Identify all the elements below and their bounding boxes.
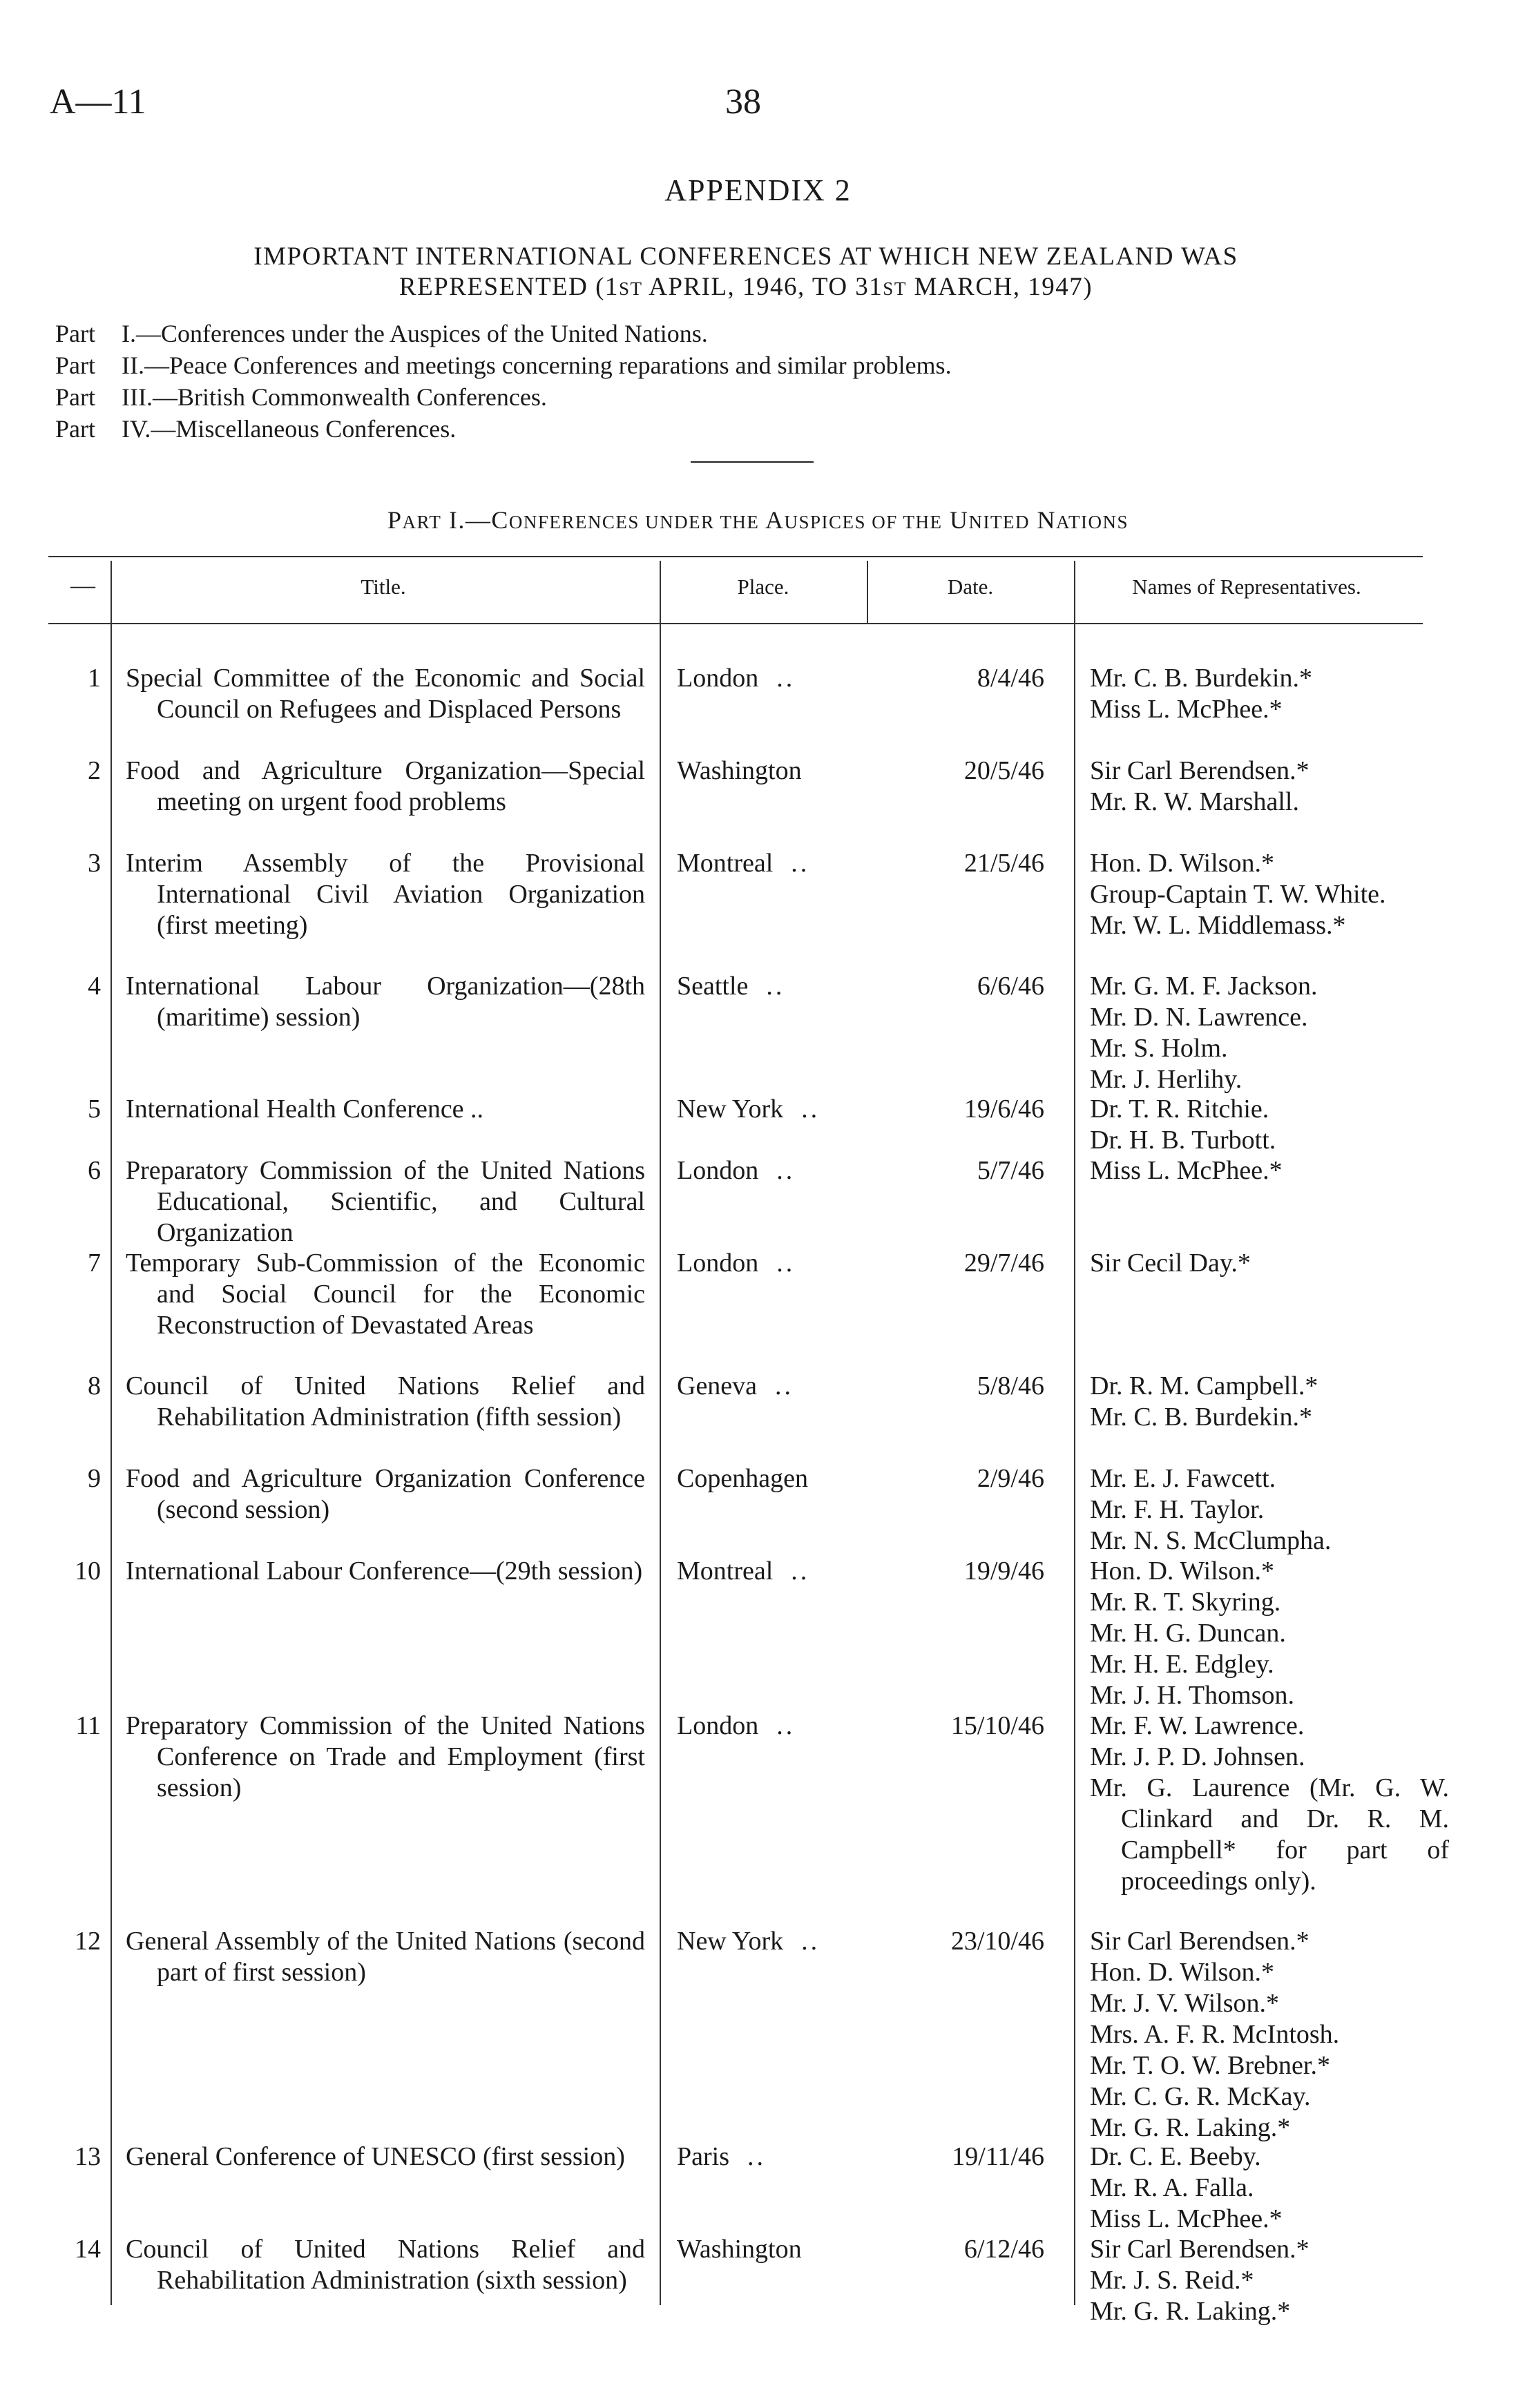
conference-date: 19/11/46 bbox=[952, 2142, 1044, 2171]
representative-name: Hon. D. Wilson.* bbox=[1090, 1557, 1274, 1586]
part-list-item: Part I.—Conferences under the Auspices of the United Nations. bbox=[55, 320, 708, 347]
conference-title: International Health Conference .. bbox=[126, 1095, 484, 1124]
representative-name: Dr. C. E. Beeby. bbox=[1090, 2142, 1261, 2171]
representatives-list bbox=[1090, 1711, 1449, 1897]
part-list-item: Part II.—Peace Conferences and meetings concerning reparations and similar problems. bbox=[55, 351, 952, 379]
representative-name: Mr. G. R. Laking.* bbox=[1090, 2297, 1291, 2326]
conference-title: Special Committee of the Economic and Social Council on Refugees and Displaced Persons bbox=[126, 664, 645, 724]
conference-title: Food and Agriculture Organization—Special meeting on urgent food problems bbox=[126, 756, 645, 816]
representative-name: Mr. G. Laurence (Mr. G. W. Clinkard and Dr. R. M. Campbell* for part of proceedings only). bbox=[1090, 1773, 1449, 1896]
representative-name: Mr. R. T. Skyring. bbox=[1090, 1588, 1281, 1617]
conference-date: 8/4/46 bbox=[977, 664, 1044, 693]
conference-place: London .. bbox=[677, 1249, 796, 1278]
representative-name: Sir Carl Berendsen.* bbox=[1090, 2235, 1309, 2264]
representative-name: Group-Captain T. W. White. bbox=[1090, 880, 1386, 909]
representatives-list bbox=[1090, 1371, 1449, 1433]
appendix-title: APPENDIX 2 bbox=[664, 173, 852, 207]
row-number: 12 bbox=[75, 1927, 101, 1956]
conference-title: Preparatory Commission of the United Nations Educational, Scientific, and Cultural Organization bbox=[126, 1156, 645, 1247]
header-representatives: Names of Representatives. bbox=[1132, 575, 1361, 599]
representative-name: Mr. D. N. Lawrence. bbox=[1090, 1003, 1308, 1032]
row-number: 8 bbox=[88, 1371, 101, 1400]
conference-date: 20/5/46 bbox=[963, 756, 1044, 785]
conference-date: 15/10/46 bbox=[950, 1711, 1044, 1740]
representatives-list bbox=[1090, 663, 1449, 725]
row-number: 1 bbox=[88, 664, 101, 693]
conference-place: London .. bbox=[677, 1711, 796, 1740]
conference-place: Washington bbox=[677, 2235, 802, 2264]
conference-date: 21/5/46 bbox=[963, 849, 1044, 878]
row-number: 9 bbox=[88, 1464, 101, 1493]
representatives-list bbox=[1090, 1926, 1449, 2144]
row-number: 13 bbox=[75, 2142, 101, 2171]
conference-date: 5/8/46 bbox=[977, 1371, 1044, 1400]
row-number: 2 bbox=[88, 756, 101, 785]
conference-date: 29/7/46 bbox=[963, 1249, 1044, 1278]
representative-name: Mr. J. V. Wilson.* bbox=[1090, 1989, 1280, 2018]
representative-name: Mr. H. E. Edgley. bbox=[1090, 1650, 1274, 1679]
representative-name: Mr. G. M. F. Jackson. bbox=[1090, 972, 1318, 1001]
conference-title: Food and Agriculture Organization Conference (second session) bbox=[126, 1464, 645, 1524]
representatives-list bbox=[1090, 1155, 1449, 1186]
representatives-list bbox=[1090, 1463, 1449, 1557]
conference-place: Paris .. bbox=[677, 2142, 766, 2171]
conference-date: 6/12/46 bbox=[963, 2235, 1044, 2264]
conference-title: Temporary Sub-Commission of the Economic and Social Council for the Economic Reconstruction of Devastated Areas bbox=[126, 1249, 645, 1340]
representative-name: Miss L. McPhee.* bbox=[1090, 1156, 1283, 1185]
representative-name: Mr. G. R. Laking.* bbox=[1090, 2113, 1291, 2142]
representative-name: Dr. R. M. Campbell.* bbox=[1090, 1371, 1318, 1400]
representative-name: Mr. S. Holm. bbox=[1090, 1034, 1228, 1063]
conference-place: Seattle .. bbox=[677, 972, 785, 1001]
representatives-list bbox=[1090, 848, 1449, 941]
representative-name: Sir Cecil Day.* bbox=[1090, 1249, 1251, 1278]
representative-name: Mr. J. S. Reid.* bbox=[1090, 2266, 1254, 2295]
representative-name: Mr. J. Herlihy. bbox=[1090, 1065, 1242, 1094]
conference-title: Interim Assembly of the Provisional International Civil Aviation Organization (first meeting) bbox=[126, 849, 645, 940]
representative-name: Mr. F. W. Lawrence. bbox=[1090, 1711, 1305, 1740]
row-number: 7 bbox=[88, 1249, 101, 1278]
representative-name: Dr. H. B. Turbott. bbox=[1090, 1126, 1276, 1155]
representative-name: Sir Carl Berendsen.* bbox=[1090, 1927, 1309, 1956]
representative-name: Mr. J. P. D. Johnsen. bbox=[1090, 1742, 1305, 1771]
representative-name: Mr. H. G. Duncan. bbox=[1090, 1619, 1286, 1648]
title-line-2: REPRESENTED (1ST APRIL, 1946, TO 31ST MARCH, 1947) bbox=[399, 273, 1093, 301]
conference-place: Copenhagen bbox=[677, 1464, 808, 1493]
conference-title: General Assembly of the United Nations (second part of first session) bbox=[126, 1927, 645, 1987]
representatives-list bbox=[1090, 1094, 1449, 1156]
conference-place: London .. bbox=[677, 664, 796, 693]
conference-date: 19/6/46 bbox=[963, 1095, 1044, 1124]
representative-name: Mr. N. S. McClumpha. bbox=[1090, 1526, 1332, 1555]
conference-date: 19/9/46 bbox=[963, 1557, 1044, 1586]
representatives-list bbox=[1090, 971, 1449, 1095]
header-number: — bbox=[70, 571, 95, 599]
row-number: 5 bbox=[88, 1095, 101, 1124]
representative-name: Mr. C. G. R. McKay. bbox=[1090, 2082, 1311, 2111]
representative-name: Mr. F. H. Taylor. bbox=[1090, 1495, 1265, 1524]
conference-place: Washington bbox=[677, 756, 802, 785]
representatives-list bbox=[1090, 1248, 1449, 1279]
representative-name: Mr. R. W. Marshall. bbox=[1090, 787, 1299, 816]
representatives-list bbox=[1090, 1556, 1449, 1711]
representative-name: Hon. D. Wilson.* bbox=[1090, 1958, 1274, 1987]
conference-date: 2/9/46 bbox=[977, 1464, 1044, 1493]
title-line-1: IMPORTANT INTERNATIONAL CONFERENCES AT WHICH NEW ZEALAND WAS bbox=[253, 242, 1238, 271]
representative-name: Mr. R. A. Falla. bbox=[1090, 2173, 1254, 2202]
document-code: A—11 bbox=[50, 82, 146, 122]
conference-date: 6/6/46 bbox=[977, 972, 1044, 1001]
representative-name: Dr. T. R. Ritchie. bbox=[1090, 1095, 1269, 1124]
header-date: Date. bbox=[947, 575, 994, 599]
header-title: Title. bbox=[361, 575, 406, 599]
conference-title: International Labour Organization—(28th (maritime) session) bbox=[126, 972, 645, 1032]
representative-name: Mr. C. B. Burdekin.* bbox=[1090, 664, 1312, 693]
representative-name: Mr. C. B. Burdekin.* bbox=[1090, 1403, 1312, 1432]
conference-place: Montreal .. bbox=[677, 849, 810, 878]
part-list-item: Part III.—British Commonwealth Conferences. bbox=[55, 383, 547, 411]
part-heading: PART I.—CONFERENCES UNDER THE AUSPICES OF THE UNITED NATIONS bbox=[387, 506, 1129, 534]
conference-title: Council of United Nations Relief and Rehabilitation Administration (fifth session) bbox=[126, 1371, 645, 1432]
row-number: 14 bbox=[75, 2235, 101, 2264]
row-number: 6 bbox=[88, 1156, 101, 1185]
conference-title: International Labour Conference—(29th session) bbox=[126, 1557, 643, 1586]
conference-place: London .. bbox=[677, 1156, 796, 1185]
header-place: Place. bbox=[737, 575, 789, 599]
conference-date: 5/7/46 bbox=[977, 1156, 1044, 1185]
representative-name: Mr. J. H. Thomson. bbox=[1090, 1681, 1294, 1710]
page-number: 38 bbox=[725, 82, 761, 122]
conference-title: General Conference of UNESCO (first session) bbox=[126, 2142, 625, 2171]
row-number: 3 bbox=[88, 849, 101, 878]
representative-name: Mrs. A. F. R. McIntosh. bbox=[1090, 2020, 1340, 2049]
representatives-list bbox=[1090, 755, 1449, 818]
representative-name: Hon. D. Wilson.* bbox=[1090, 849, 1274, 878]
conference-date: 23/10/46 bbox=[950, 1927, 1044, 1956]
row-number: 10 bbox=[75, 1557, 101, 1586]
conference-place: New York .. bbox=[677, 1095, 821, 1124]
part-list-item: Part IV.—Miscellaneous Conferences. bbox=[55, 415, 457, 443]
conference-place: New York .. bbox=[677, 1927, 821, 1956]
representative-name: Mr. W. L. Middlemass.* bbox=[1090, 911, 1346, 940]
representative-name: Mr. T. O. W. Brebner.* bbox=[1090, 2051, 1330, 2080]
row-number: 4 bbox=[88, 972, 101, 1001]
conference-place: Montreal .. bbox=[677, 1557, 810, 1586]
conference-title: Preparatory Commission of the United Nations Conference on Trade and Employment (first session) bbox=[126, 1711, 645, 1802]
representatives-list bbox=[1090, 2141, 1449, 2235]
representative-name: Mr. E. J. Fawcett. bbox=[1090, 1464, 1276, 1493]
representative-name: Sir Carl Berendsen.* bbox=[1090, 756, 1309, 785]
representative-name: Miss L. McPhee.* bbox=[1090, 2204, 1283, 2233]
representative-name: Miss L. McPhee.* bbox=[1090, 695, 1283, 724]
conference-place: Geneva .. bbox=[677, 1371, 794, 1400]
row-number: 11 bbox=[75, 1711, 101, 1740]
representatives-list bbox=[1090, 2234, 1449, 2327]
conference-title: Council of United Nations Relief and Rehabilitation Administration (sixth session) bbox=[126, 2235, 645, 2295]
